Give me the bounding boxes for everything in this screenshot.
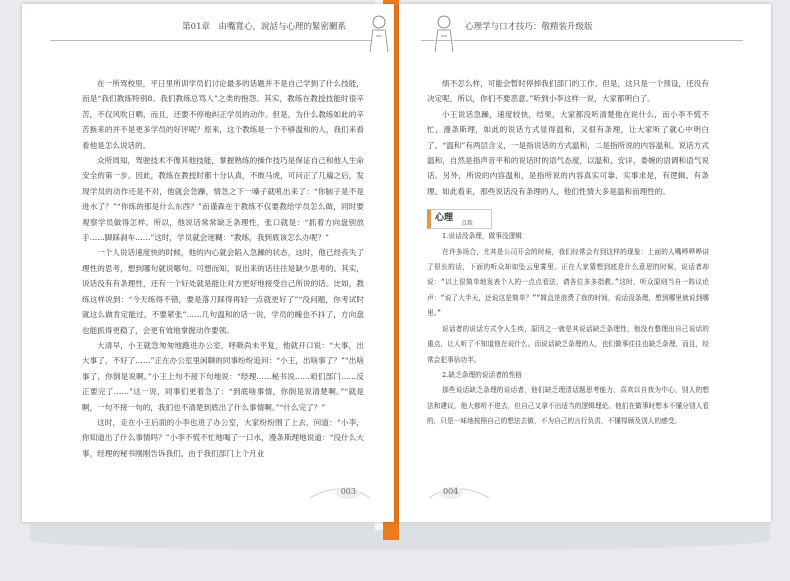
right-page-header: 心理学与口才技巧：敬精装升级版 [465, 22, 593, 32]
right-page-body [427, 76, 709, 430]
tip-title: 心理 [435, 213, 454, 224]
paragraph: 小王说话急躁，速度较快，结果，大家都没听清楚他在说什么，而小李不慌不忙，漫条斯理，如此的说话方式显得温和，又很有条理，让大家听了就心中明白了。“温和”有两层含义，一是指说话的方式温和，二是指所说的内容温和。说话方式温和，自然是指声音平和的说话时的语气态度，以温和、安详、委婉的语调和语气说话。另外，所说的内容温和，是指所说的内容真实可靠、实事求是，有逻辑、有条理。如此看来，那些说话没有条理的人，他们性情大多是温和而理性的。 [427, 109, 709, 196]
paragraph: 这时，走在小王后面的小李也进了办公室，大家纷纷围了上去，问道：“小李，你知道出了什么事情吗？”小李不慌不忙地喝了一口水，漫条斯理地说道：“没什么大事，经理的秘书刚刚告诉我们，由于我们部门上个月业 [82, 417, 364, 458]
tip-paragraph: 在许多场合，尤其是公司开会的时候，我们经常会有到这样的现象：上面的人嘴哗哗哗讲了很长的话，下面的听众却如坠云里雾里。正在大家猜想到底是什么意思的时候，说话者却说：“以上很简单地发表个人的一点点看法，请各位多多指教。”这时，听众原则当自一阵议论声：“说了大半天，还说这是简单？”“简直是浪费了我的时间，说话没条理，想到哪里就说到哪里。” [427, 247, 709, 318]
man-illustration-icon [429, 14, 459, 54]
paragraph: 在一所驾校里，平日里所训学员们讨论最多的话题并不是自己学到了什么技能，而是“我们教练特别8。我们教练总骂人”之类的抱怨。其实，教练在教授技能时很辛苦，不仅风吹日晒，而且，还要不停地纠正学员的动作。但是，为什么教练如此的辛苦换来的并不是更多学员的好评呢？原来，这个教练是一个不够温和的人，我们来看看他是怎么说话的。 [82, 79, 364, 150]
psychology-tip-box [427, 209, 492, 229]
page-shadow [30, 524, 770, 550]
paragraph: 众所周知，驾驶技术不像其他技能，掌握熟练的操作技巧是保证自己和他人生命安全的第一步。因此，教练在教授时都十分认真，不敢马虎，可问正了几遍之后，发现学员的动作还是不对，他就会急躁，情急之下一嗓子就吼出来了：“你脑子是不是进水了？”“你练的那是什么东西？”而谨森在于教练不仅要教给学员怎么做，同时要观察学员做得怎样。所以，他说话常常缺乏条理性，张口就是：“抓着方向盘别放手……脚踩刹车……”这时，学员就会迷糊：“教练，我到底该怎么办呢？” [82, 156, 364, 243]
tip-heading: 1.说话没条理，做事没逻辑 [442, 232, 522, 241]
paragraph: 绩不怎么样，可能会暂时停掉我们部门的工作。但是，这只是一个预设，还没有决定呢，所以，你们不要恶意。”听到小李这样一说，大家都明白了。 [427, 79, 709, 104]
left-page-header: 第01章 由嘴寬心，說話与心理的緊密關系 [182, 22, 346, 32]
right-page [399, 4, 771, 522]
right-header-rule [421, 40, 743, 41]
tip-paragraph: 那些说话缺乏条理的说话者，他们缺乏理清话题思考能力，喜欢以自我为中心，别人的想法和建议，他大都听不进去，但自己又拿不出适当的逻辑理论。他们在做事时想本不懂分别人看的，只是一味地按照自己的想法去做，不为自己的言行负责，不懂得顾及别人的感受。 [427, 386, 709, 426]
left-header-rule [50, 40, 372, 41]
tip-heading: 2.缺乏条理的说话者的性格 [442, 370, 522, 379]
left-page-number: 003 [340, 487, 356, 496]
paragraph: 一个人说话速度快的时候，他的内心就会陷入急躁的状态，这时，他已经丧失了理性的思考，想到哪句就说哪句。可想而知，说出来的话往往是缺少思考的。其实，说话没有有条理性，还有一个好处就是能让对方更好地接受自己所说的话。比如，教练这样说到：“今天练得不错，要是落刀踩得再轻一点就更好了”“没问题，你考试时就这么做肯定能过，不要紧张”……几句温和的话一说，学员的魄也不抖了，方向盘也能抓得更稳了，会更有效地掌握动作要领。 [82, 248, 364, 335]
left-page [22, 4, 394, 522]
page-number-decoration [429, 484, 489, 500]
paragraph: 大清早，小王就急匆匆地跑进办公室，呼吸尚未平复，他就开口说：“大事，出大事了，不好了……”正在办公室里闲聊的同事纷纷追问：“小王，出啥事了？”“出啥事了，你倒是说啊。”小王上句不接下句地说：“经理……秘书说……咱们部门……反正要完了……”这一说，同事们更着急了：“到底啥事情，你倒是说清楚啊。”“就是啊，一句不接一句的，我们也不清楚到底出了什么事情啊。”“什么完了？” [82, 340, 364, 412]
left-page-body [82, 76, 364, 461]
right-page-number: 004 [443, 487, 459, 496]
tip-subtitle: 点拨 [461, 220, 474, 228]
tip-paragraph: 说话者的说话方式令人生疾，原因之一就是其说话缺乏条理性，他没有整理出自己说话的重点，让人听了不知道他在说什么。而说话缺乏条理的人，也们做事往往也缺乏条理，而且，经常会犯事倍功半。 [427, 324, 709, 364]
tip-content [427, 229, 709, 429]
man-illustration-icon [364, 14, 394, 54]
